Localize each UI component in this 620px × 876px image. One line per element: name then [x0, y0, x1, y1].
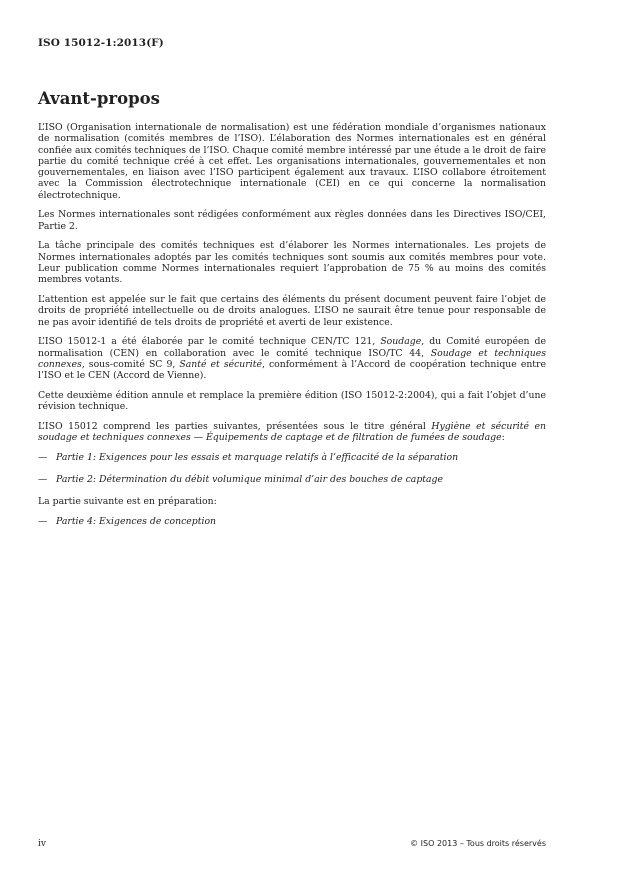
text-run: : — [501, 432, 505, 444]
list-item-text: Partie 1: Exigences pour les essais et marquage relatifs à l’efficacité de la séparation — [56, 451, 459, 463]
text-run: , conformément à l’Accord de coopération technique entre l’ISO et le CEN (Accord de Vienne). — [38, 358, 546, 382]
paragraph-in-preparation: La partie suivante est en préparation: — [38, 496, 217, 508]
italic-run: Santé et sécurité — [179, 358, 262, 370]
paragraph-directives: Les Normes internationales sont rédigées conformément aux règles données dans les Directives ISO/CEI, Partie 2. — [38, 209, 546, 232]
list-dash: — — [38, 451, 48, 463]
list-item — [38, 516, 546, 527]
list-item — [38, 474, 546, 485]
italic-run: Soudage — [380, 336, 422, 348]
paragraph-prepared-by — [38, 336, 546, 381]
list-item-text: Partie 2: Détermination du débit volumique minimal d’air des bouches de captage — [56, 474, 443, 486]
document-body — [38, 122, 546, 538]
copyright-notice: © ISO 2013 – Tous droits réservés — [410, 839, 546, 848]
text-run: , du Comité européen de normalisation (CEN) en collaboration avec le comité technique ISO/TC 44, — [38, 336, 546, 359]
document-id-header: ISO 15012-1:2013(F) — [38, 37, 164, 49]
page-number: iv — [38, 839, 46, 849]
text-run: , sous-comité SC 9, — [81, 358, 180, 370]
paragraph-patent-notice: L’attention est appelée sur le fait que certains des éléments du présent document peuvent faire l’objet de droits de propriété intellectuelle ou de droits analogues. L’ISO ne saurait être tenue pour responsable de ne pas avoir identifié de tels droits de propriété et averti de leur existence. — [38, 294, 546, 328]
page-title: Avant-propos — [38, 89, 160, 108]
italic-run: Soudage et techniques connexes — [38, 347, 547, 370]
text-run: L’ISO 15012-1 a été élaborée par le comité technique CEN/TC 121, — [38, 336, 381, 348]
list-item — [38, 452, 546, 463]
paragraph-edition: Cette deuxième édition annule et remplace la première édition (ISO 15012-2:2004), qui a fait l’objet d’une révision technique. — [38, 389, 546, 413]
text-run: L’ISO 15012 comprend les parties suivantes, présentées sous le titre général — [38, 420, 432, 432]
list-item-text: Partie 4: Exigences de conception — [56, 516, 217, 528]
paragraph-parts-intro — [38, 421, 546, 444]
list-dash: — — [38, 474, 48, 486]
paragraph-iso-intro: L’ISO (Organisation internationale de normalisation) est une fédération mondiale d’organismes nationaux de normalisation (comités membres de l’ISO). L’élaboration des Normes internationales est en général confiée aux comités techniques de l’ISO. Chaque comité membre intéressé par une étude a le droit de faire partie du comité technique créé à cet effet. Les organisations internationales, gouvernementales et non gouvernementales, en liaison avec l’ISO participent également aux travaux. L’ISO collabore étroitement avec la Commission électrotechnique internationale (CEI) en ce qui concerne la normalisation électrotechnique. — [38, 122, 546, 201]
paragraph-main-task: La tâche principale des comités techniques est d’élaborer les Normes internationales. Les projets de Normes internationales adoptés par les comités techniques sont soumis aux comités membres pour vote. Leur publication comme Normes internationales requiert l’approbation de 75 % au moins des comités membres votants. — [38, 240, 546, 286]
list-dash: — — [38, 516, 48, 528]
italic-run: Hygiène et sécurité en soudage et techniques connexes — Équipements de captage et de filtration de fumées de soudage — [38, 420, 546, 444]
